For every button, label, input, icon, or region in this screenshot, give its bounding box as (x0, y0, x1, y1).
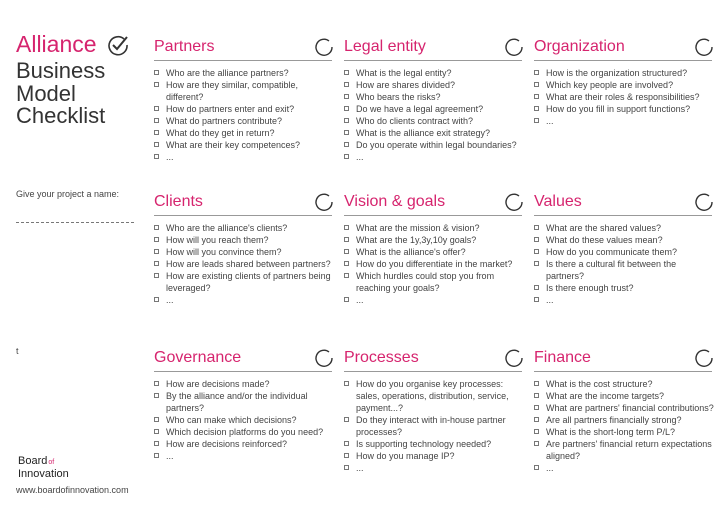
section-check-icon[interactable] (504, 192, 524, 212)
checklist-item-text: Who bears the risks? (356, 92, 441, 102)
checklist-item (534, 258, 714, 282)
checkbox[interactable] (154, 381, 159, 386)
checklist-item-text: Who do clients contract with? (356, 116, 474, 126)
checklist-item-text: Are partners' financial return expectations aligned? (546, 439, 712, 461)
panel-divider (154, 60, 332, 61)
checkbox[interactable] (154, 225, 159, 230)
checkbox[interactable] (344, 142, 349, 147)
checklist-item-text: What are the 1y,3y,10y goals? (356, 235, 477, 245)
checklist-item (154, 270, 334, 294)
panel-title: Organization (534, 38, 625, 55)
checklist-item (344, 270, 524, 294)
checklist (154, 378, 334, 462)
checklist-item (344, 91, 524, 103)
section-check-icon[interactable] (314, 348, 334, 368)
checklist-item (344, 139, 524, 151)
checkbox[interactable] (534, 70, 539, 75)
checklist-item-text: What are the shared values? (546, 223, 662, 233)
website-link[interactable]: www.boardofinnovation.com (16, 485, 129, 495)
checkbox[interactable] (534, 285, 539, 290)
checklist-item (344, 115, 524, 127)
checkbox[interactable] (154, 261, 159, 266)
checklist-item (154, 426, 334, 438)
panel-partners (154, 36, 334, 163)
checklist-item (154, 234, 334, 246)
checklist-item-text: Are all partners financially strong? (546, 415, 682, 425)
panel-header (154, 36, 334, 58)
checklist (344, 67, 524, 163)
checklist-item-text: What is the legal entity? (356, 68, 452, 78)
checklist-item-text: ... (166, 451, 174, 461)
checkbox[interactable] (344, 225, 349, 230)
checklist-item-text: What do these values mean? (546, 235, 663, 245)
checklist-item-text: What do they get in return? (166, 128, 275, 138)
checklist-item (534, 426, 714, 438)
checklist-item-text: Do you operate within legal boundaries? (356, 140, 517, 150)
checkbox[interactable] (344, 453, 349, 458)
panel-divider (534, 215, 712, 216)
panel-clients (154, 191, 334, 306)
checklist-item (154, 127, 334, 139)
checklist-item-text: How are decisions reinforced? (166, 439, 288, 449)
checkbox[interactable] (344, 118, 349, 123)
title-row (16, 33, 129, 56)
section-check-icon[interactable] (694, 37, 714, 57)
checklist-item (534, 462, 714, 474)
checklist-item (154, 414, 334, 426)
checklist-item-text: Which key people are involved? (546, 80, 674, 90)
checklist-item (534, 91, 714, 103)
panel-divider (344, 215, 522, 216)
checklist-item (344, 151, 524, 163)
checkbox[interactable] (534, 237, 539, 242)
checklist-item-text: ... (166, 152, 174, 162)
section-check-icon[interactable] (694, 348, 714, 368)
checklist-item (344, 450, 524, 462)
checkbox[interactable] (154, 154, 159, 159)
checkbox[interactable] (534, 417, 539, 422)
checkbox[interactable] (344, 441, 349, 446)
checklist-item (154, 67, 334, 79)
board-of-innovation-logo (18, 452, 69, 480)
checkbox[interactable] (344, 237, 349, 242)
checklist-item-text: What is the alliance exit strategy? (356, 128, 491, 138)
checklist-item (154, 79, 334, 103)
checkbox[interactable] (344, 82, 349, 87)
checklist-item-text: What are the income targets? (546, 391, 665, 401)
checklist-item-text: ... (546, 116, 554, 126)
checklist-item-text: How do you organise key processes: sales, operations, distribution, service, payment...? (356, 379, 509, 413)
section-check-icon[interactable] (504, 348, 524, 368)
panel-title: Finance (534, 349, 591, 366)
checkbox[interactable] (154, 417, 159, 422)
checklist (154, 67, 334, 163)
checklist-item-text: What are partners' financial contributions? (546, 403, 714, 413)
checklist-item-text: ... (356, 463, 364, 473)
checklist (154, 222, 334, 306)
checklist-item (534, 378, 714, 390)
panel-values (534, 191, 714, 306)
checkbox[interactable] (154, 106, 159, 111)
checkbox[interactable] (154, 142, 159, 147)
checklist-item-text: Is there a cultural fit between the partners? (546, 259, 677, 281)
checklist-item (534, 103, 714, 115)
checkbox[interactable] (344, 130, 349, 135)
checklist-item (534, 390, 714, 402)
checklist-item (534, 222, 714, 234)
panel-divider (154, 215, 332, 216)
checkbox[interactable] (154, 393, 159, 398)
checkbox[interactable] (534, 393, 539, 398)
panel-processes (344, 347, 524, 474)
project-name-line (16, 222, 134, 223)
checkbox[interactable] (154, 453, 159, 458)
checkbox[interactable] (154, 130, 159, 135)
panel-divider (344, 60, 522, 61)
panel-divider (154, 371, 332, 372)
checkbox[interactable] (154, 118, 159, 123)
stray-mark: t (16, 346, 19, 356)
checklist-item-text: How do you communicate them? (546, 247, 678, 257)
panel-finance (534, 347, 714, 474)
checklist-item-text: How are leads shared between partners? (166, 259, 331, 269)
checklist-item-text: Do they interact with in-house partner processes? (356, 415, 506, 437)
checkbox[interactable] (534, 94, 539, 99)
checkbox[interactable] (534, 405, 539, 410)
checkbox[interactable] (344, 106, 349, 111)
panel-divider (534, 371, 712, 372)
checklist-item-text: ... (356, 152, 364, 162)
checklist-item (154, 294, 334, 306)
checklist-item (534, 414, 714, 426)
checklist-item-text: Which hurdles could stop you from reaching your goals? (356, 271, 495, 293)
panel-header (344, 36, 524, 58)
checklist (534, 378, 714, 474)
checkbox[interactable] (534, 249, 539, 254)
checkbox[interactable] (534, 429, 539, 434)
title-alliance: Alliance (16, 31, 97, 57)
checkbox[interactable] (534, 465, 539, 470)
checklist-item-text: How are shares divided? (356, 80, 456, 90)
checklist-item-text: What is the cost structure? (546, 379, 653, 389)
checklist-item (534, 234, 714, 246)
panel-title: Governance (154, 349, 242, 366)
checkbox[interactable] (344, 70, 349, 75)
panel-header (154, 347, 334, 369)
checklist-item-text: ... (546, 295, 554, 305)
checklist-item (344, 79, 524, 91)
checkbox[interactable] (344, 261, 349, 266)
checklist-item-text: What are the mission & vision? (356, 223, 480, 233)
sidebar (0, 0, 140, 515)
panel-title: Processes (344, 349, 419, 366)
checklist-item-text: What do partners contribute? (166, 116, 283, 126)
checklist-item-text: ... (356, 295, 364, 305)
checklist-item-text: What is the alliance's offer? (356, 247, 466, 257)
checklist-item-text: How will you reach them? (166, 235, 269, 245)
checkbox[interactable] (534, 118, 539, 123)
panel-header (344, 191, 524, 213)
project-name-label: Give your project a name: (16, 189, 120, 199)
checklist-item (534, 282, 714, 294)
checklist-item-text: How do you fill in support functions? (546, 104, 691, 114)
checkbox[interactable] (154, 273, 159, 278)
checklist-item (154, 258, 334, 270)
checklist-item-text: How do you differentiate in the market? (356, 259, 513, 269)
panel-header (154, 191, 334, 213)
panel-divider (344, 371, 522, 372)
panel-divider (534, 60, 712, 61)
panel-header (344, 347, 524, 369)
checklist-item (344, 258, 524, 270)
checklist-item-text: How is the organization structured? (546, 68, 688, 78)
checklist (534, 67, 714, 127)
checklist-item (534, 79, 714, 91)
checklist-item (154, 378, 334, 390)
checkbox[interactable] (154, 70, 159, 75)
checklist-item (154, 438, 334, 450)
panel-header (534, 347, 714, 369)
checklist-item-text: How do you manage IP? (356, 451, 455, 461)
checkbox[interactable] (344, 94, 349, 99)
checkbox[interactable] (534, 261, 539, 266)
checklist-item (534, 115, 714, 127)
panel-title: Legal entity (344, 38, 426, 55)
logo-board-text: Board (18, 455, 48, 467)
checklist-item-text: Who are the alliance's clients? (166, 223, 288, 233)
checkbox[interactable] (534, 106, 539, 111)
checklist-item-text: How are existing clients of partners being leveraged? (166, 271, 331, 293)
checklist-item-text: How will you convince them? (166, 247, 282, 257)
checklist-item (344, 246, 524, 258)
checklist-item (154, 115, 334, 127)
checklist-item-text: What is the short-long term P/L? (546, 427, 676, 437)
checkbox[interactable] (344, 249, 349, 254)
subtitle-line: Model (16, 80, 76, 106)
panel-header (534, 36, 714, 58)
checklist-item-text: ... (166, 295, 174, 305)
checklist-item (534, 246, 714, 258)
checklist-item (154, 246, 334, 258)
subtitle-line: Business (16, 58, 106, 83)
checklist-item (534, 67, 714, 79)
checkbox[interactable] (534, 225, 539, 230)
checklist-item (534, 402, 714, 414)
checklist-item (534, 294, 714, 306)
page-subtitle (16, 60, 105, 128)
panel-legal-entity (344, 36, 524, 163)
panel-title: Vision & goals (344, 193, 446, 210)
checkbox[interactable] (154, 441, 159, 446)
checklist-item-text: What are their key competences? (166, 140, 301, 150)
panel-title: Clients (154, 193, 203, 210)
checklist-item (344, 462, 524, 474)
panel-vision-goals (344, 191, 524, 306)
panel-governance (154, 347, 334, 462)
checkbox[interactable] (534, 381, 539, 386)
checkbox[interactable] (154, 237, 159, 242)
checklist (344, 222, 524, 306)
checklist-item-text: How do partners enter and exit? (166, 104, 295, 114)
checkbox[interactable] (344, 273, 349, 278)
checklist-item-text: Is there enough trust? (546, 283, 634, 293)
panel-header (534, 191, 714, 213)
panel-title: Values (534, 193, 582, 210)
logo-of-text: of (48, 459, 55, 466)
subtitle-line: Checklist (16, 103, 106, 128)
checkbox[interactable] (534, 441, 539, 446)
checklist-item-text: Who are the alliance partners? (166, 68, 289, 78)
checklist-item-text: Which decision platforms do you need? (166, 427, 324, 437)
checklist-item (344, 378, 524, 414)
checkbox[interactable] (344, 465, 349, 470)
checklist-item-text: How are decisions made? (166, 379, 270, 389)
checklist-item (344, 127, 524, 139)
panel-organization (534, 36, 714, 127)
section-check-icon[interactable] (504, 37, 524, 57)
checklist-item (344, 234, 524, 246)
check-circle-icon (107, 34, 129, 56)
section-check-icon[interactable] (694, 192, 714, 212)
checklist-item-text: Is supporting technology needed? (356, 439, 492, 449)
checklist-item (154, 450, 334, 462)
panel-title: Partners (154, 38, 215, 55)
checkbox[interactable] (344, 154, 349, 159)
checklist-item (344, 222, 524, 234)
checkbox[interactable] (154, 297, 159, 302)
checklist-item (154, 139, 334, 151)
checklist-item-text: How are they similar, compatible, different? (166, 80, 299, 102)
logo-innovation-text: Innovation (18, 468, 69, 480)
checklist-item (344, 414, 524, 438)
checklist-item-text: What are their roles & responsibilities? (546, 92, 700, 102)
checklist (534, 222, 714, 306)
checklist-item-text: Who can make which decisions? (166, 415, 297, 425)
checkbox[interactable] (154, 429, 159, 434)
checklist-item-text: By the alliance and/or the individual partners? (166, 391, 308, 413)
checklist-item (344, 438, 524, 450)
checkbox[interactable] (534, 297, 539, 302)
checklist-item (154, 151, 334, 163)
checkbox[interactable] (154, 249, 159, 254)
checklist-item (154, 103, 334, 115)
checkbox[interactable] (154, 82, 159, 87)
checklist-item-text: ... (546, 463, 554, 473)
section-check-icon[interactable] (314, 192, 334, 212)
checkbox[interactable] (344, 381, 349, 386)
checklist-item (344, 103, 524, 115)
checklist-item (154, 390, 334, 414)
checklist-item (534, 438, 714, 462)
checkbox[interactable] (344, 297, 349, 302)
checklist-item-text: Do we have a legal agreement? (356, 104, 484, 114)
checklist-item (344, 67, 524, 79)
checklist-item (154, 222, 334, 234)
checklist-item (344, 294, 524, 306)
checklist (344, 378, 524, 474)
checkbox[interactable] (344, 417, 349, 422)
checkbox[interactable] (534, 82, 539, 87)
section-check-icon[interactable] (314, 37, 334, 57)
